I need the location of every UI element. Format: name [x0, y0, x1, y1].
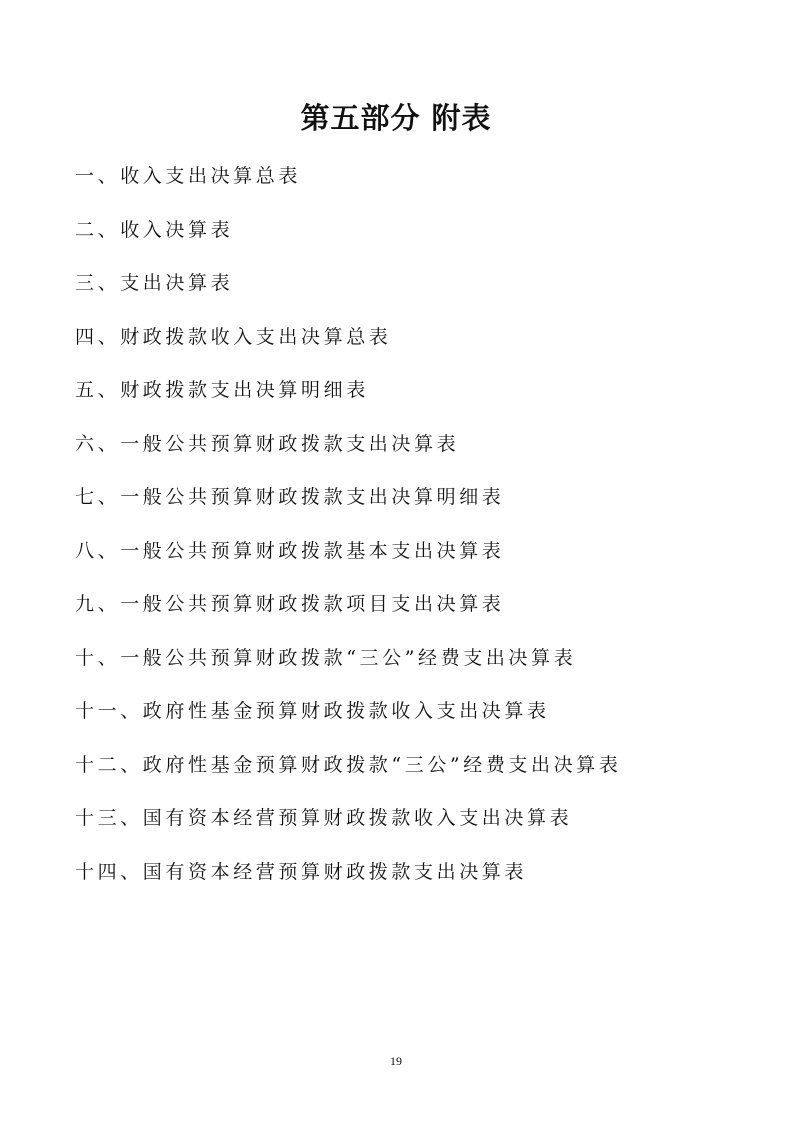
- list-item: 三、支出决算表: [75, 272, 234, 294]
- list-item: 七、一般公共预算财政拨款支出决算明细表: [75, 486, 505, 508]
- list-item: 二、收入决算表: [75, 218, 234, 241]
- appendix-table-list: [75, 158, 755, 907]
- list-item: 一、收入支出决算总表: [75, 165, 302, 187]
- list-item: 四、财政拨款收入支出决算总表: [75, 325, 392, 348]
- list-item: 九、一般公共预算财政拨款项目支出决算表: [75, 593, 505, 615]
- list-item: 十二、政府性基金预算财政拨款“三公”经费支出决算表: [75, 753, 622, 776]
- list-item: 六、一般公共预算财政拨款支出决算表: [75, 432, 460, 455]
- page-number: 19: [390, 1054, 402, 1068]
- list-item: 十三、国有资本经营预算财政拨款收入支出决算表: [75, 807, 573, 829]
- list-item: 十、一般公共预算财政拨款“三公”经费支出决算表: [75, 646, 577, 669]
- list-item: 八、一般公共预算财政拨款基本支出决算表: [75, 539, 505, 562]
- list-item: 十一、政府性基金预算财政拨款收入支出决算表: [75, 700, 550, 722]
- list-item: 五、财政拨款支出决算明细表: [75, 379, 369, 401]
- list-item: 十四、国有资本经营预算财政拨款支出决算表: [75, 860, 528, 883]
- page-title: 第五部分 附表: [300, 101, 492, 135]
